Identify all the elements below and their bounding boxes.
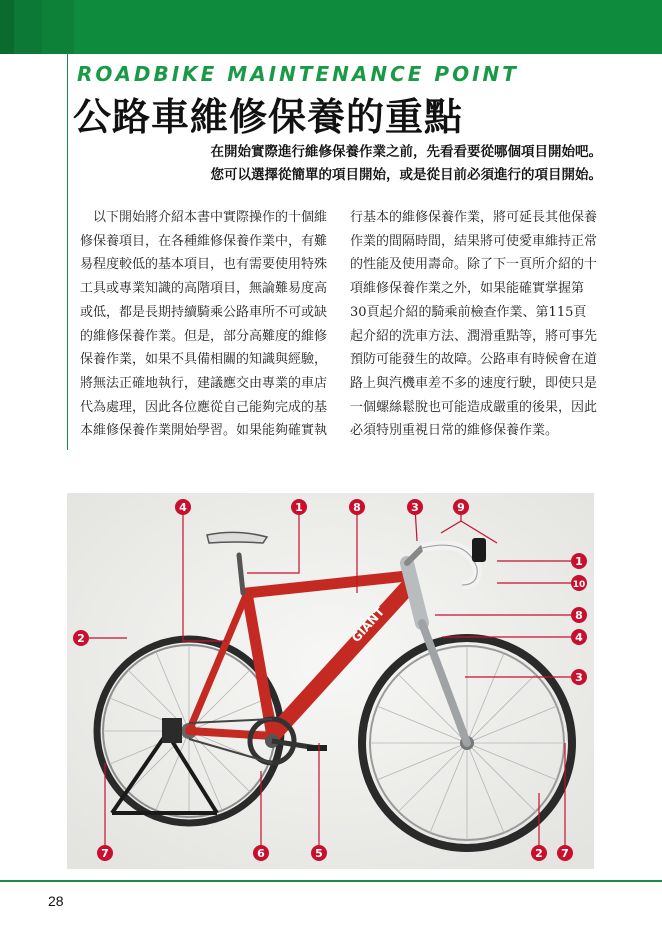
lead-line-1: 在開始實際進行維修保養作業之前，先看看要從哪個項目開始吧。 bbox=[210, 144, 602, 160]
marker-bottom-5 bbox=[311, 845, 327, 861]
section-subtitle: ROADBIKE MAINTENANCE POINT bbox=[77, 62, 519, 86]
svg-text:7: 7 bbox=[101, 847, 109, 860]
header-stripe bbox=[14, 0, 42, 54]
body-line: 作業的間隔時間，結果將可使愛車維持正常 bbox=[350, 233, 598, 249]
marker-bottom-7 bbox=[97, 845, 113, 861]
body-line: 預防可能發生的故障。公路車有時候會在道 bbox=[350, 352, 598, 368]
svg-text:8: 8 bbox=[575, 609, 583, 622]
marker-top-4 bbox=[175, 499, 191, 515]
body-line: 必須特別重視日常的維修保養作業。 bbox=[350, 423, 559, 439]
marker-bottom-7b bbox=[557, 845, 573, 861]
marker-right-10 bbox=[571, 575, 587, 591]
svg-text:1: 1 bbox=[295, 501, 303, 514]
marker-right-1 bbox=[571, 553, 587, 569]
margin-rule bbox=[67, 54, 68, 450]
body-line: 的性能及使用壽命。除了下一頁所介紹的十 bbox=[350, 257, 598, 273]
lead-line-2: 您可以選擇從簡單的項目開始，或是從目前必須進行的項目開始。 bbox=[210, 167, 602, 183]
body-column-right bbox=[350, 206, 598, 443]
brake-lever bbox=[472, 538, 486, 562]
footer-rule bbox=[0, 880, 662, 882]
header-stripe bbox=[0, 0, 14, 54]
bike-illustration bbox=[67, 493, 594, 869]
body-line: 一個螺絲鬆脫也可能造成嚴重的後果，因此 bbox=[350, 399, 598, 415]
svg-text:8: 8 bbox=[353, 501, 361, 514]
svg-text:5: 5 bbox=[315, 847, 323, 860]
svg-text:3: 3 bbox=[411, 501, 419, 514]
marker-top-1 bbox=[291, 499, 307, 515]
marker-left-2 bbox=[73, 630, 89, 646]
body-line: 的維修保養作業。但是，部分高難度的維修 bbox=[80, 328, 328, 344]
svg-text:2: 2 bbox=[77, 632, 85, 645]
body-line: 項維修保養作業之外，如果能確實掌握第 bbox=[350, 281, 585, 297]
body-line: 或低，都是長期持續騎乘公路車所不可或缺 bbox=[80, 304, 328, 320]
body-line: 易程度較低的基本項目，也有需要使用特殊 bbox=[80, 257, 328, 273]
marker-right-3 bbox=[571, 669, 587, 685]
marker-bottom-6 bbox=[253, 845, 269, 861]
svg-text:4: 4 bbox=[179, 501, 187, 514]
marker-right-8 bbox=[571, 607, 587, 623]
marker-right-4 bbox=[571, 629, 587, 645]
body-line: 將無法正確地執行，建議應交由專業的車店 bbox=[80, 375, 328, 391]
downtube-brand: GIANT bbox=[348, 604, 388, 646]
marker-top-9 bbox=[453, 499, 469, 515]
body-line: 行基本的維修保養作業，將可延長其他保養 bbox=[350, 210, 598, 225]
body-line: 以下開始將介紹本書中實際操作的十個維 bbox=[80, 210, 328, 225]
svg-text:3: 3 bbox=[575, 671, 583, 684]
svg-text:10: 10 bbox=[572, 580, 586, 590]
marker-bottom-2 bbox=[531, 845, 547, 861]
body-line: 保養作業，如果不具備相關的知識與經驗， bbox=[80, 352, 328, 368]
header-stripe bbox=[42, 0, 74, 54]
header-band bbox=[0, 0, 662, 54]
svg-text:6: 6 bbox=[257, 847, 265, 860]
body-line: 本維修保養作業開始學習。如果能夠確實執 bbox=[80, 423, 328, 439]
svg-text:1: 1 bbox=[575, 555, 583, 568]
page-title: 公路車維修保養的重點 bbox=[73, 95, 464, 139]
body-line: 起介紹的洗車方法、潤滑重點等，將可事先 bbox=[350, 328, 598, 344]
marker-top-3 bbox=[407, 499, 423, 515]
pedal bbox=[307, 745, 327, 751]
body-column-left bbox=[80, 206, 330, 443]
body-line: 路上與汽機車差不多的速度行駛，即使只是 bbox=[350, 375, 598, 391]
svg-text:2: 2 bbox=[535, 847, 543, 860]
page-number: 28 bbox=[48, 893, 64, 909]
svg-text:7: 7 bbox=[561, 847, 569, 860]
marker-top-8 bbox=[349, 499, 365, 515]
svg-text:9: 9 bbox=[457, 501, 465, 514]
body-line: 代為處理，因此各位應從自己能夠完成的基 bbox=[80, 399, 328, 415]
body-line: 工具或專業知識的高階項目，無論難易度高 bbox=[80, 281, 328, 297]
body-line: 30頁起介紹的騎乘前檢查作業、第115頁 bbox=[350, 304, 587, 320]
body-line: 修保養項目，在各種維修保養作業中，有難 bbox=[80, 233, 328, 249]
rear-derailleur bbox=[162, 718, 182, 743]
bike-photo bbox=[67, 493, 594, 869]
svg-text:4: 4 bbox=[575, 631, 583, 644]
